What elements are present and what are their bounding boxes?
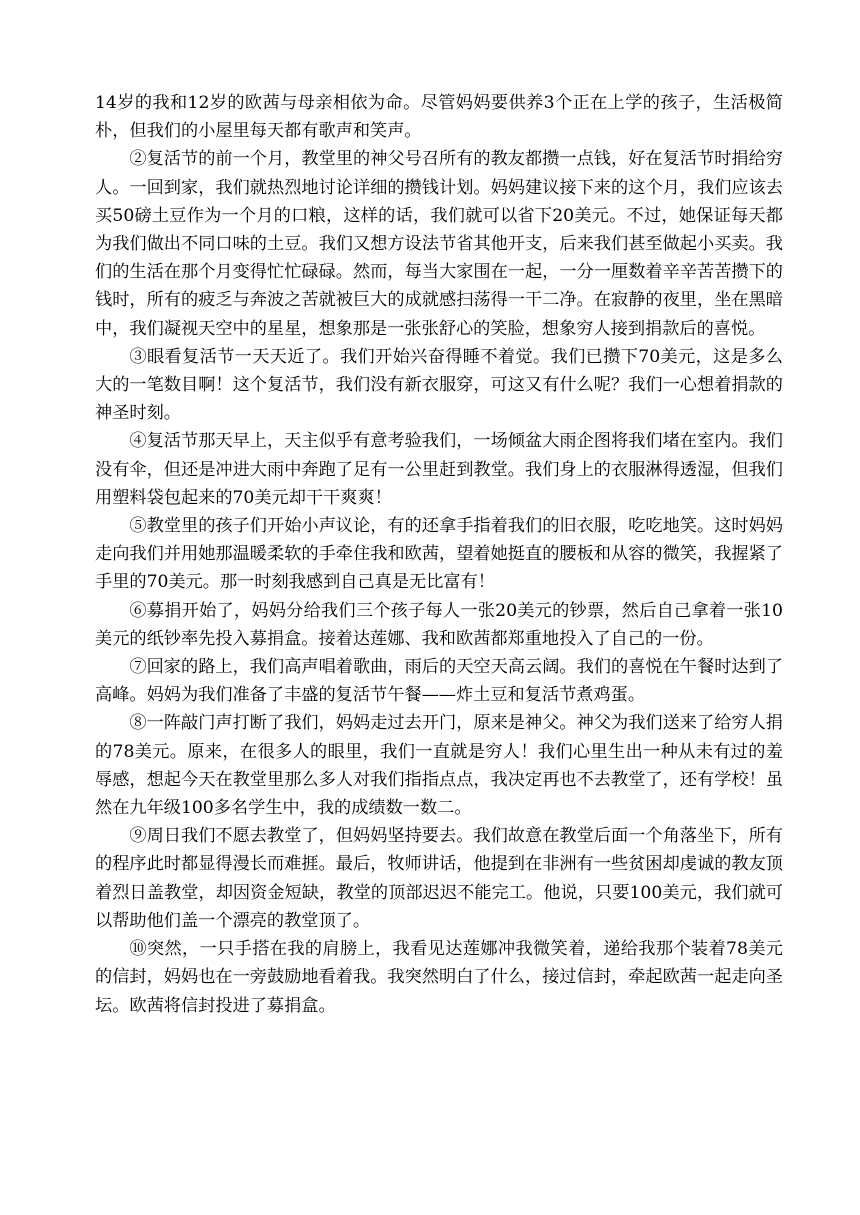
paragraph-9: ⑨周日我们不愿去教堂了，但妈妈坚持要去。我们故意在教堂后面一个角落坐下，所有的程序此时都显得漫长而难捱。最后，牧师讲话，他提到在非洲有一些贫困却虔诚的教友顶着烈日盖教堂，却因资金短缺，教堂的顶部迟迟不能完工。他说，只要100美元，我们就可以帮助他们盖一个漂亮的教堂顶了。 [95,826,783,931]
document-page [95,89,783,1020]
paragraph-2: ②复活节的前一个月，教堂里的神父号召所有的教友都攒一点钱，好在复活节时捐给穷人。一回到家，我们就热烈地讨论详细的攒钱计划。妈妈建议接下来的这个月，我们应该去买50磅土豆作为一个月的口粮，这样的话，我们就可以省下20美元。不过，她保证每天都为我们做出不同口味的土豆。我们又想方设法节省其他开支，后来我们甚至做起小买卖。我们的生活在那个月变得忙忙碌碌。然而，每当大家围在一起，一分一厘数着辛辛苦苦攒下的钱时，所有的疲乏与奔波之苦就被巨大的成就感扫荡得一干二净。在寂静的夜里，坐在黑暗中，我们凝视天空中的星星，想象那是一张张舒心的笑脸，想象穷人接到捐款后的喜悦。 [95,149,783,339]
paragraph-5: ⑤教堂里的孩子们开始小声议论，有的还拿手指着我们的旧衣服，吃吃地笑。这时妈妈走向我们并用她那温暖柔软的手牵住我和欧茜，望着她挺直的腰板和从容的微笑，我握紧了手里的70美元。那一时刻我感到自己真是无比富有！ [95,516,783,593]
paragraph-1: 14岁的我和12岁的欧茜与母亲相依为命。尽管妈妈要供养3个正在上学的孩子，生活极简朴，但我们的小屋里每天都有歌声和笑声。 [95,93,783,142]
paragraph-8: ⑧一阵敲门声打断了我们，妈妈走过去开门，原来是神父。神父为我们送来了给穷人捐的78美元。原来，在很多人的眼里，我们一直就是穷人！我们心里生出一种从未有过的羞辱感，想起今天在教堂里那么多人对我们指指点点，我决定再也不去教堂了，还有学校！虽然在九年级100多名学生中，我的成绩数一数二。 [95,713,783,819]
paragraph-4: ④复活节那天早上，天主似乎有意考验我们，一场倾盆大雨企图将我们堵在室内。我们没有伞，但还是冲进大雨中奔跑了足有一公里赶到教堂。我们身上的衣服淋得透湿，但我们用塑料袋包起来的70美元却干干爽爽！ [95,431,783,508]
paragraph-3: ③眼看复活节一天天近了。我们开始兴奋得睡不着觉。我们已攒下70美元，这是多么大的一笔数目啊！这个复活节，我们没有新衣服穿，可这又有什么呢？我们一心想着捐款的神圣时刻。 [95,346,783,424]
paragraph-10: ⑩突然，一只手搭在我的肩膀上，我看见达莲娜冲我微笑着，递给我那个装着78美元的信封，妈妈也在一旁鼓励地看着我。我突然明白了什么，接过信封，牵起欧茜一起走向圣坛。欧茜将信封投进了募捐盒。 [95,939,783,1016]
paragraph-7: ⑦回家的路上，我们高声唱着歌曲，雨后的天空天高云阔。我们的喜悦在午餐时达到了高峰。妈妈为我们准备了丰盛的复活节午餐——炸土豆和复活节煮鸡蛋。 [95,657,783,706]
paragraph-6: ⑥募捐开始了，妈妈分给我们三个孩子每人一张20美元的钞票，然后自己拿着一张10美元的纸钞率先投入募捐盒。接着达莲娜、我和欧茜都郑重地投入了自己的一份。 [95,600,783,649]
